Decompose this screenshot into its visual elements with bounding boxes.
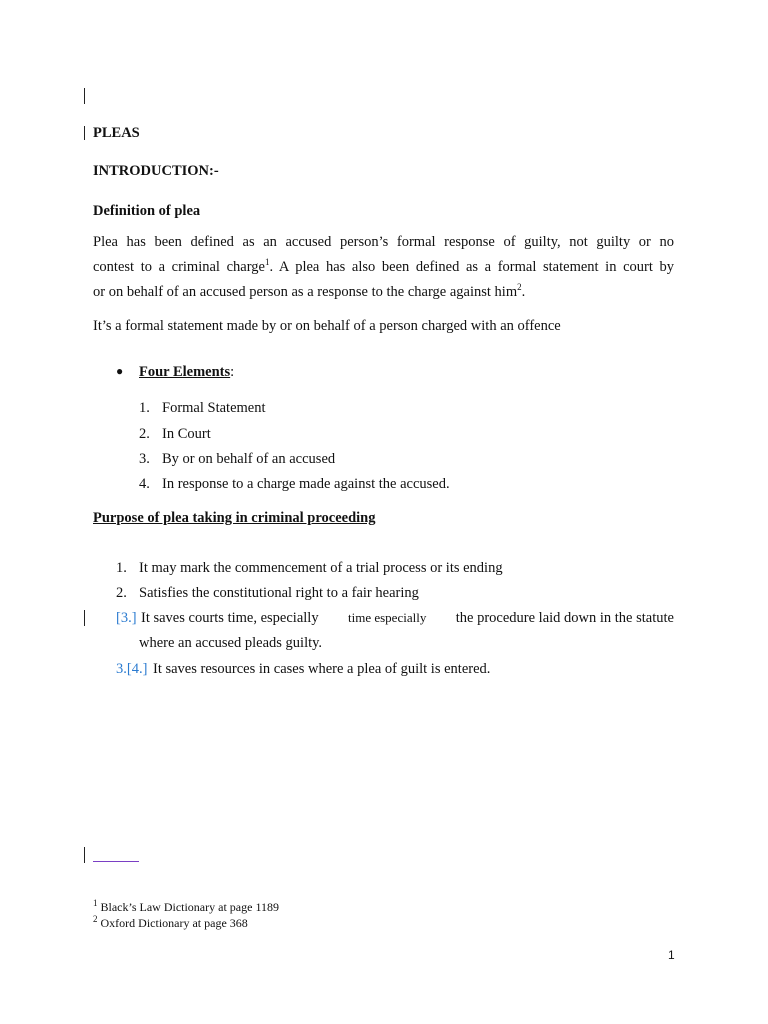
footnote-number: 1 (93, 898, 98, 908)
list-number: 2. (139, 426, 150, 442)
list-item-text: the procedure laid down in the statute (455, 610, 674, 626)
footnote-ref[interactable]: 1 (264, 257, 270, 268)
purpose-heading: Purpose of plea taking in criminal proceeding (93, 510, 376, 526)
page-number: 1 (668, 948, 675, 962)
list-item (141, 610, 674, 627)
list-item: Satisfies the constitutional right to a fair hearing (139, 585, 419, 601)
footnote-separator (93, 861, 139, 862)
change-bar (84, 88, 85, 104)
paragraph-text: . A plea has also been defined as a formal statement in court by (269, 259, 674, 275)
tracked-change-number (116, 661, 147, 678)
intro-heading: INTRODUCTION:- (93, 163, 219, 179)
footnote-text: Oxford Dictionary at page 368 (100, 916, 248, 930)
page-title: PLEAS (93, 125, 140, 141)
paragraph-line (93, 255, 674, 280)
list-item: It may mark the commencement of a trial process or its ending (139, 560, 503, 576)
list-item: It saves resources in cases where a plea of guilt is entered. (153, 661, 491, 677)
footnote (93, 916, 248, 931)
list-item-text: It saves courts time, especially (141, 610, 319, 626)
formal-statement-paragraph: It’s a formal statement made by or on behalf of a person charged with an offence (93, 318, 561, 334)
list-item: In Court (162, 426, 211, 442)
change-bar (84, 847, 85, 863)
four-elements-label: Four Elements (139, 364, 231, 380)
list-number: 1. (116, 560, 127, 576)
change-bar (84, 126, 85, 140)
definition-heading: Definition of plea (93, 203, 201, 219)
list-item: By or on behalf of an accused (162, 451, 336, 467)
list-number: 1. (139, 400, 150, 416)
tracked-change-text: time especially (347, 610, 427, 625)
paragraph-line (93, 280, 674, 305)
definition-paragraph (93, 230, 674, 305)
list-number: 2. (116, 585, 127, 601)
footnote (93, 900, 279, 915)
list-number: 3. (116, 661, 127, 677)
paragraph-text: contest to a criminal charge (93, 259, 265, 275)
paragraph-text: . (521, 284, 526, 300)
bullet-icon: ● (116, 364, 124, 378)
list-item: In response to a charge made against the accused. (162, 476, 450, 492)
list-item-continuation: where an accused pleads guilty. (139, 635, 323, 651)
list-number: 3. (139, 451, 150, 467)
footnote-ref[interactable]: 2 (517, 282, 522, 293)
footnote-number: 2 (93, 914, 98, 924)
tracked-change-number-old: [4.] (126, 661, 148, 677)
four-elements-heading (139, 364, 234, 381)
list-number: 4. (139, 476, 150, 492)
paragraph-line: Plea has been defined as an accused person’s formal response of guilty, not guilty or no (93, 234, 674, 250)
change-bar (84, 610, 85, 626)
footnote-text: Black’s Law Dictionary at page 1189 (100, 900, 279, 914)
tracked-change-number: [3.] (116, 610, 137, 626)
paragraph-text: or on behalf of an accused person as a response to the charge against him (93, 284, 518, 300)
four-elements-suffix: : (230, 364, 235, 380)
list-item: Formal Statement (162, 400, 266, 416)
